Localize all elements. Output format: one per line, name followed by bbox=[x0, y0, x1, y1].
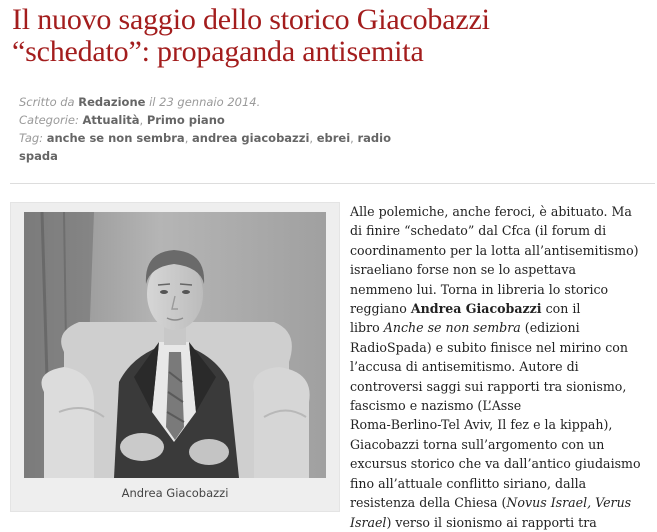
body-line: Alle polemiche, anche feroci, è abituato. Ma bbox=[350, 204, 632, 219]
article-body bbox=[350, 202, 655, 532]
category-link-primo-piano[interactable]: Primo piano bbox=[146, 113, 225, 127]
meta-written-prefix: Scritto da bbox=[19, 95, 75, 109]
body-line: nemmeno lui. Torna in libreria lo storico bbox=[350, 281, 609, 297]
body-line: controversi saggi sui rapporti tra sionismo, bbox=[350, 378, 627, 394]
body-text-segment: ) verso il sionismo ai rapporti tra bbox=[386, 514, 597, 530]
body-text-segment: reggiano bbox=[350, 301, 407, 317]
body-italic-segment: Novus Israel, Verus bbox=[506, 495, 632, 511]
tag-link-ebrei[interactable]: ebrei bbox=[316, 131, 351, 145]
body-line: coordinamento per la lotta all’antisemitismo) bbox=[350, 242, 639, 258]
body-book-title: Anche se non sembra bbox=[383, 320, 521, 336]
photo-caption: Andrea Giacobazzi bbox=[121, 486, 229, 500]
meta-categories-label: Categorie: bbox=[19, 113, 79, 127]
body-italic-segment: Israel bbox=[350, 514, 387, 530]
category-link-attualita[interactable]: Attualità bbox=[82, 113, 140, 127]
article-meta bbox=[19, 93, 419, 165]
meta-tags-line: Tag: anche se non sembra, andrea giacobazzi, ebrei, radio bbox=[19, 131, 391, 145]
body-text-segment: libro bbox=[350, 320, 380, 336]
meta-tags-line-2 bbox=[19, 147, 419, 165]
body-line: Giacobazzi torna sull’argomento con un bbox=[350, 436, 605, 452]
meta-author-link[interactable]: Redazione bbox=[78, 95, 146, 109]
body-line bbox=[350, 493, 655, 512]
body-author-name: Andrea Giacobazzi bbox=[410, 301, 542, 317]
body-text-segment: (edizioni bbox=[524, 320, 580, 336]
meta-author-line bbox=[19, 93, 419, 111]
meta-date: il 23 gennaio 2014. bbox=[149, 95, 261, 109]
body-text-segment: resistenza della Chiesa ( bbox=[350, 495, 507, 511]
article-title-line-2: “schedato”: propaganda antisemita bbox=[12, 35, 424, 68]
body-line: excursus storico che va dall’antico giudaismo bbox=[350, 456, 641, 472]
author-photo[interactable] bbox=[24, 212, 326, 478]
article-title bbox=[12, 4, 652, 68]
body-line bbox=[350, 299, 655, 318]
body-line: RadioSpada) e subito finisce nel mirino con bbox=[350, 339, 628, 355]
body-line: di finire “schedato” dal Cfca (il forum di bbox=[350, 223, 607, 239]
body-line: Roma-Berlino-Tel Aviv, Il fez e la kippah), bbox=[350, 417, 613, 433]
body-line: fino all’attuale conflitto siriano, dalla bbox=[350, 475, 587, 491]
article-title-line-1: Il nuovo saggio dello storico Giacobazzi bbox=[12, 3, 490, 36]
tag-link-andrea-giacobazzi[interactable]: andrea giacobazzi bbox=[192, 131, 310, 145]
body-text-segment: con il bbox=[545, 301, 581, 317]
body-line: israeliano forse non se lo aspettava bbox=[350, 262, 576, 278]
body-line bbox=[350, 513, 655, 532]
meta-categories-line: Categorie: Attualità, Primo piano bbox=[19, 113, 225, 127]
tag-link-radio[interactable]: radio bbox=[357, 131, 391, 145]
article-figure bbox=[10, 202, 340, 512]
meta-divider bbox=[10, 183, 655, 184]
body-line: l’accusa di antisemitismo. Autore di bbox=[350, 359, 579, 375]
tag-link-anche-se-non-sembra[interactable]: anche se non sembra bbox=[46, 131, 185, 145]
meta-tags-label: Tag: bbox=[19, 131, 44, 145]
body-line: fascismo e nazismo (L’Asse bbox=[350, 398, 522, 414]
body-line bbox=[350, 318, 655, 337]
tag-link-spada[interactable]: spada bbox=[19, 149, 58, 163]
